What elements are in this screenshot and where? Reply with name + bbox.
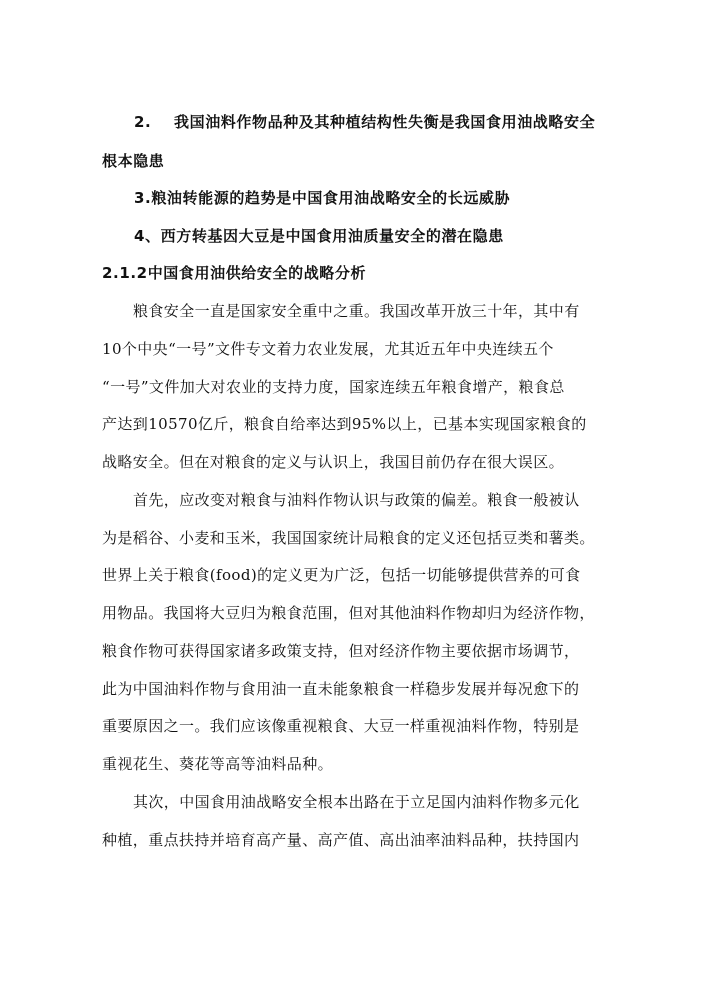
paragraph-1-line-1: 粮食安全一直是国家安全重中之重。我国改革开放三十年，其中有: [133, 302, 580, 320]
paragraph-2-line-2: 为是稻谷、小麦和玉米，我国国家统计局粮食的定义还包括豆类和薯类。: [102, 529, 595, 547]
paragraph-2-line-7: 重要原因之一。我们应该像重视粮食、大豆一样重视油料作物，特别是: [102, 717, 580, 735]
item2-heading-line1: [134, 112, 595, 132]
paragraph-1-line-4: 产达到10570亿斤，粮食自给率达到95%以上，已基本实现国家粮食的: [102, 415, 587, 433]
paragraph-2-line-3: 世界上关于粮食(food)的定义更为广泛，包括一切能够提供营养的可食: [102, 566, 581, 584]
paragraph-2-line-6: 此为中国油料作物与食用油一直未能象粮食一样稳步发展并每况愈下的: [102, 680, 580, 698]
item2-title-line1: 我国油料作物品种及其种植结构性失衡是我国食用油战略安全: [174, 113, 596, 131]
item4-title: 4、西方转基因大豆是中国食用油质量安全的潜在隐患: [134, 227, 504, 245]
section-heading: 2.1.2中国食用油供给安全的战略分析: [102, 264, 367, 282]
paragraph-1-line-5: 战略安全。但在对粮食的定义与认识上，我国目前仍存在很大误区。: [102, 453, 565, 471]
paragraph-1-line-2: 10个中央“一号”文件专文着力农业发展，尤其近五年中央连续五个: [102, 340, 554, 358]
item2-title-line2: 根本隐患: [102, 152, 165, 170]
item2-number: 2.: [134, 113, 152, 131]
item3-title: 3.粮油转能源的趋势是中国食用油战略安全的长远威胁: [134, 189, 511, 207]
paragraph-2-line-4: 用物品。我国将大豆归为粮食范围，但对其他油料作物却归为经济作物，: [102, 604, 595, 622]
paragraph-2-line-5: 粮食作物可获得国家诸多政策支持，但对经济作物主要依据市场调节，: [102, 642, 580, 660]
paragraph-2-line-8: 重视花生、葵花等高等油料品种。: [102, 755, 334, 773]
paragraph-1-line-3: “一号”文件加大对农业的支持力度，国家连续五年粮食增产，粮食总: [102, 378, 565, 396]
paragraph-3-line-1: 其次，中国食用油战略安全根本出路在于立足国内油料作物多元化: [133, 793, 580, 811]
paragraph-3-line-2: 种植，重点扶持并培育高产量、高产值、高出油率油料品种，扶持国内: [102, 831, 580, 849]
paragraph-2-line-1: 首先，应改变对粮食与油料作物认识与政策的偏差。粮食一般被认: [133, 491, 580, 509]
